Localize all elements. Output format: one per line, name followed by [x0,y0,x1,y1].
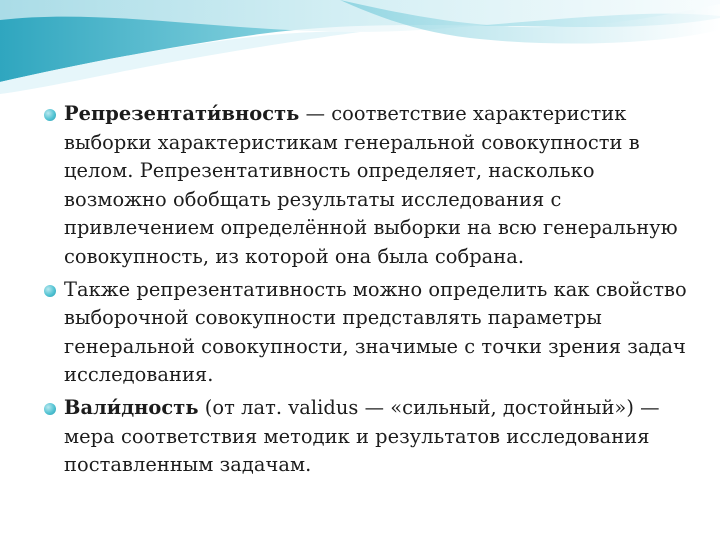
bullet-item-representativeness [42,100,690,272]
bullet-dot-icon [44,109,56,121]
bullet-dot-icon [44,403,56,415]
bullet-item-validity [42,394,690,480]
bullet-term: Репрезентати́вность [64,102,300,125]
bullet-text: (от лат. validus — «сильный, достойный») — мера соответствия методик и результатов исследования поставленным задачам. [64,395,660,477]
header-wave-decoration [0,0,720,95]
bullet-dot-icon [44,285,56,297]
bullet-list [42,100,690,480]
slide-content [42,100,690,484]
bullet-term: Вали́дность [64,395,199,419]
bullet-text: Также репрезентативность можно определить как свойство выборочной совокупности представлять параметры генеральной совокупности, значимые с точки зрения задач исследования. [64,277,687,387]
bullet-text: — соответствие характеристик выборки характеристикам генеральной совокупности в целом. Репрезентативность определяет, насколько возможно обобщать результаты исследования с привлечением определённой выборки на всю генеральную совокупность, из которой она была собрана. [64,102,678,268]
bullet-item-representativeness-definition [42,276,690,390]
